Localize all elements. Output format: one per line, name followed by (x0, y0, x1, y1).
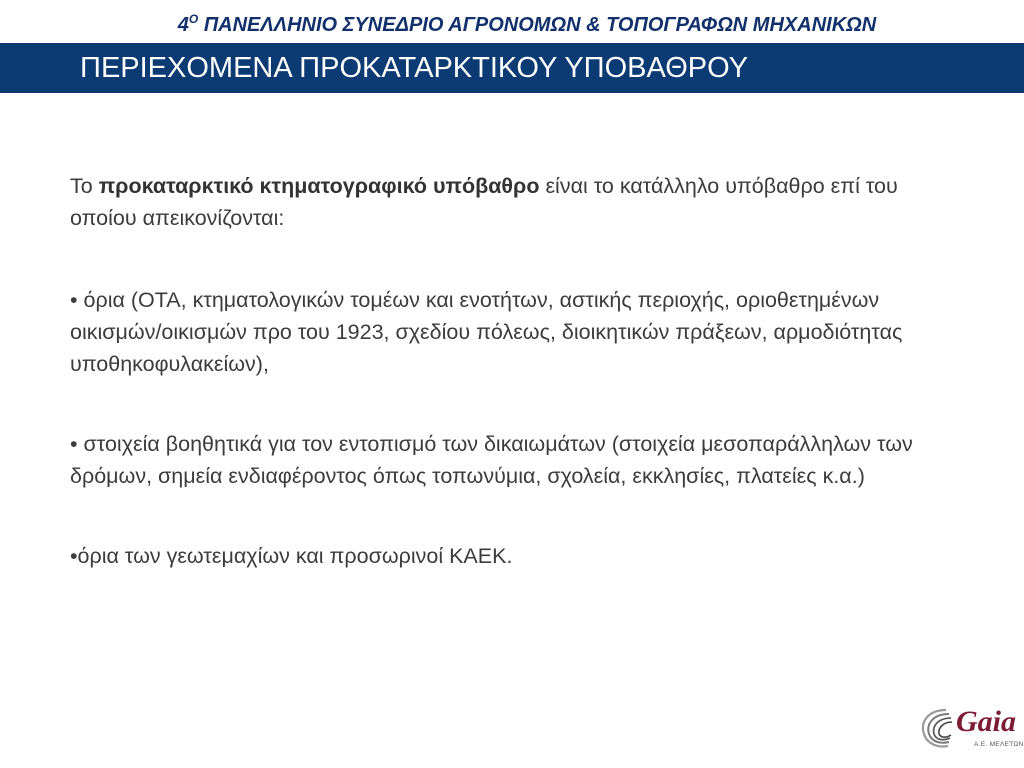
slide-title: ΠΕΡΙΕΧΟΜΕΝΑ ΠΡΟΚΑΤΑΡΚΤΙΚΟΥ ΥΠΟΒΑΘΡΟΥ (80, 52, 749, 84)
intro-paragraph (70, 170, 950, 234)
conference-number: 4 (177, 14, 189, 36)
logo-subtitle: Α.Ε. ΜΕΛΕΤΩΝ (974, 741, 1024, 748)
logo-wordmark: Gaia (956, 705, 1016, 738)
bullet-item-auxiliary-elements: • στοιχεία βοηθητικά για τον εντοπισμό των δικαιωμάτων (στοιχεία μεσοπαράλληλων των δρόμων, σημεία ενδιαφέροντος όπως τοπωνύμια, σχολεία, εκκλησίες, πλατείες κ.α.) (70, 432, 913, 488)
intro-bold-term: προκαταρκτικό κτηματογραφικό υπόβαθρο (98, 174, 540, 198)
intro-text-start: Το (70, 174, 99, 198)
conference-number-superscript: Ο (188, 12, 199, 26)
conference-title (0, 12, 1024, 38)
slide-content (70, 170, 950, 572)
gaia-logo (916, 700, 1024, 758)
conference-title-text: ΠΑΝΕΛΛΗΝΙΟ ΣΥΝΕΔΡΙΟ ΑΓΡΟΝΟΜΩΝ & ΤΟΠΟΓΡΑΦΩΝ ΜΗΧΑΝΙΚΩΝ (203, 14, 877, 36)
intro-text-end: είναι το κατάλληλο υπόβαθρο επί του οποίου απεικονίζονται: (70, 174, 898, 230)
bullet-item-parcel-boundaries: •όρια των γεωτεμαχίων και προσωρινοί ΚΑΕΚ. (70, 544, 513, 568)
title-banner (0, 43, 1024, 93)
swirl-logo-icon (916, 704, 956, 754)
bullet-item-boundaries: • όρια (ΟΤΑ, κτηματολογικών τομέων και ενοτήτων, αστικής περιοχής, οριοθετημένων οικισμών/οικισμών προ του 1923, σχεδίου πόλεως, διοικητικών πράξεων, αρμοδιότητας υποθηκοφυλακείων), (70, 288, 903, 376)
